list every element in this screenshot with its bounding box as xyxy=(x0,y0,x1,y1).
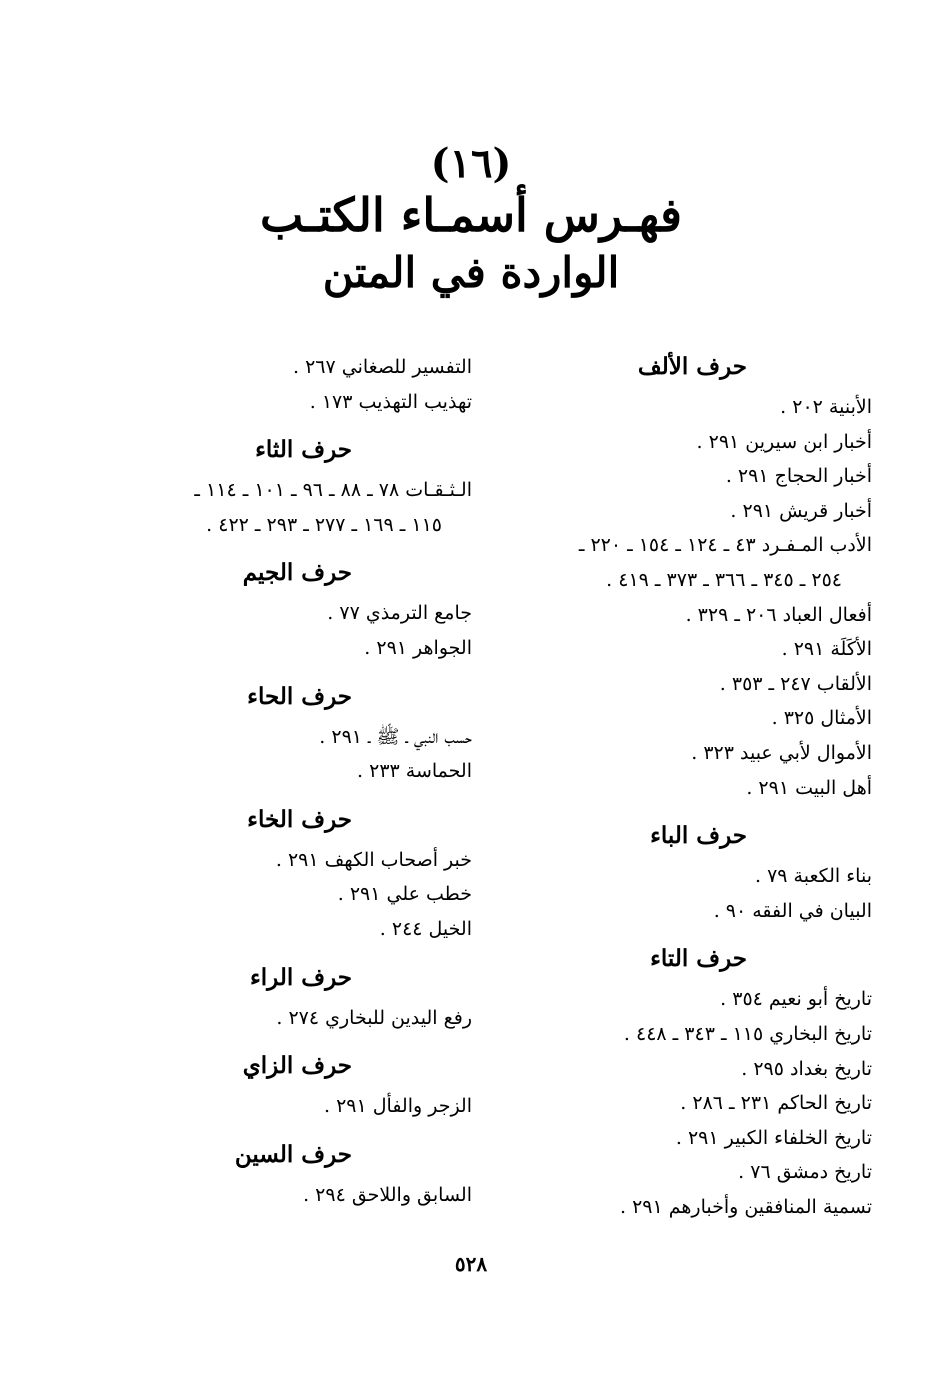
index-entry: خطب علي ٢٩١ . xyxy=(337,883,472,906)
index-entry: أفعال العباد ٢٠٦ ـ ٣٢٩ . xyxy=(685,603,872,626)
left-column xyxy=(112,350,472,1212)
page-title: فهـرس أسمـاء الكتـب xyxy=(260,188,682,242)
index-section xyxy=(112,433,472,542)
section-heading: حرف الراء xyxy=(249,963,352,991)
index-entry: تاريخ الخلفاء الكبير ٢٩١ . xyxy=(675,1126,872,1149)
index-entry: تاريخ بغداد ٢٩٥ . xyxy=(741,1057,872,1080)
index-section xyxy=(112,1049,472,1124)
index-entry: الأمثال ٣٢٥ . xyxy=(771,707,872,730)
section-heading: حرف الباء xyxy=(650,822,747,850)
section-heading: حرف الثاء xyxy=(255,436,352,464)
index-entry: ٢٥٤ ـ ٣٤٥ ـ ٣٦٦ ـ ٣٧٣ ـ ٤١٩ . xyxy=(606,568,842,591)
index-section xyxy=(112,961,472,1036)
index-entry: بناء الكعبة ٧٩ . xyxy=(755,865,872,888)
page-number: ٥٢٨ xyxy=(454,1252,488,1276)
index-entry: خبر أصحاب الكهف ٢٩١ . xyxy=(275,848,472,871)
index-section xyxy=(112,680,472,789)
index-entry: تاريخ البخاري ١١٥ ـ ٣٤٣ ـ ٤٤٨ . xyxy=(623,1022,872,1045)
section-heading: حرف الزاي xyxy=(242,1052,352,1080)
right-column xyxy=(492,350,872,1224)
section-heading: حرف الحاء xyxy=(247,682,352,710)
index-entry: حسب النبي ـ ﷺ ـ ٢٩١ . xyxy=(319,725,472,748)
page-subtitle: الواردة في المتن xyxy=(322,248,620,297)
index-entry: الزجر والفأل ٢٩١ . xyxy=(323,1095,472,1118)
index-entry: الـثـقـات ٧٨ ـ ٨٨ ـ ٩٦ ـ ١٠١ ـ ١١٤ ـ xyxy=(194,479,472,502)
index-entry: أخبار الحجاج ٢٩١ . xyxy=(725,465,872,488)
index-section xyxy=(492,942,872,1224)
index-number: (١٦) xyxy=(430,140,512,187)
section-heading: حرف التاء xyxy=(650,945,747,973)
index-entry: تاريخ أبو نعيم ٣٥٤ . xyxy=(720,988,872,1011)
index-entry: تسمية المنافقين وأخبارهم ٢٩١ . xyxy=(619,1195,872,1218)
section-heading: حرف الألف xyxy=(637,353,747,380)
section-heading: حرف الجيم xyxy=(242,559,352,587)
index-entry: أهل البيت ٢٩١ . xyxy=(746,776,872,799)
index-entry: الأكَلَة ٢٩١ . xyxy=(781,638,872,661)
index-section xyxy=(112,556,472,665)
index-section xyxy=(492,350,872,805)
index-entry: أخبار ابن سيرين ٢٩١ . xyxy=(696,430,872,453)
index-entry: الجواهر ٢٩١ . xyxy=(364,636,472,659)
index-entry: الألقاب ٢٤٧ ـ ٣٥٣ . xyxy=(719,672,872,695)
index-entry: السابق واللاحق ٢٩٤ . xyxy=(303,1183,472,1206)
index-entry: تهذيب التهذيب ١٧٣ . xyxy=(309,390,472,413)
index-entry: أخبار قريش ٢٩١ . xyxy=(730,499,872,522)
index-entry: الأموال لأبي عبيد ٣٢٣ . xyxy=(691,741,872,764)
index-entry: ١١٥ ـ ١٦٩ ـ ٢٧٧ ـ ٢٩٣ ـ ٤٢٢ . xyxy=(206,513,442,536)
index-entry: جامع الترمذي ٧٧ . xyxy=(327,602,472,625)
index-entry: الأبنية ٢٠٢ . xyxy=(780,396,872,418)
index-section xyxy=(112,350,472,419)
index-entry: تاريخ الحاكم ٢٣١ ـ ٢٨٦ . xyxy=(680,1092,872,1115)
index-section xyxy=(112,803,472,947)
index-section xyxy=(492,819,872,928)
index-entry: البيان في الفقه ٩٠ . xyxy=(713,899,872,922)
index-entry: الحماسة ٢٣٣ . xyxy=(357,760,472,783)
section-heading: حرف الخاء xyxy=(247,805,352,833)
index-entry: الأدب المـفـرد ٤٣ ـ ١٢٤ ـ ١٥٤ ـ ٢٢٠ ـ xyxy=(578,534,872,557)
index-entry: تاريخ دمشق ٧٦ . xyxy=(738,1161,872,1184)
index-entry: التفسير للصغاني ٢٦٧ . xyxy=(292,356,472,378)
section-heading: حرف السين xyxy=(234,1140,352,1168)
index-entry: الخيل ٢٤٤ . xyxy=(379,917,472,940)
index-entry: رفع اليدين للبخاري ٢٧٤ . xyxy=(276,1006,472,1029)
index-section xyxy=(112,1138,472,1213)
